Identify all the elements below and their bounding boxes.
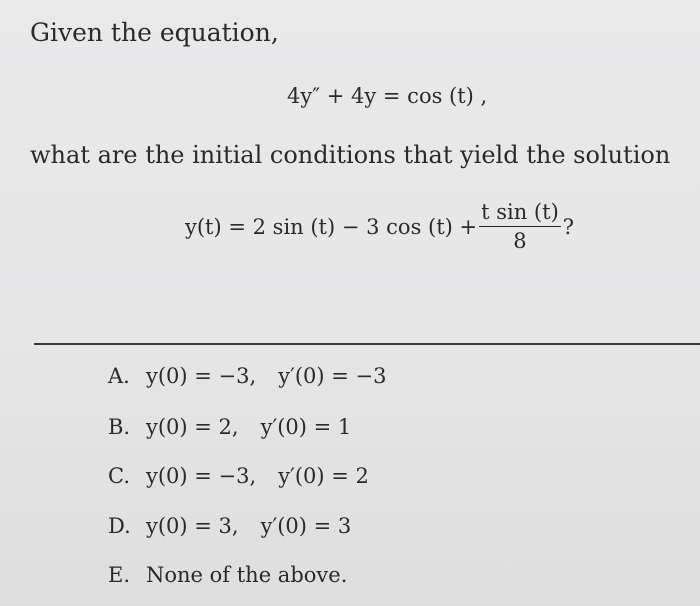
option-c[interactable] <box>108 464 369 488</box>
solution-question-mark: ? <box>562 214 575 239</box>
option-condition-yprime: y′(0) = −3 <box>278 364 387 388</box>
option-condition-y: y(0) = 3, <box>146 514 239 538</box>
option-condition-yprime: y′(0) = 1 <box>260 415 352 439</box>
option-label: B. <box>108 415 131 439</box>
option-d[interactable] <box>108 514 351 538</box>
solution-expression <box>185 200 574 253</box>
option-condition-yprime: y′(0) = 2 <box>278 464 369 488</box>
option-condition-y: y(0) = −3, <box>146 464 257 488</box>
option-text: None of the above. <box>146 563 348 587</box>
solution-lhs: y(t) = 2 sin (t) − 3 cos (t) + <box>185 214 478 239</box>
divider-line <box>34 343 700 345</box>
option-label: D. <box>108 514 131 538</box>
option-condition-yprime: y′(0) = 3 <box>260 514 352 538</box>
option-e[interactable] <box>108 563 347 587</box>
option-a[interactable] <box>108 364 386 388</box>
solution-fraction <box>479 200 561 253</box>
problem-question: what are the initial conditions that yield the solution <box>30 141 671 169</box>
option-label: A. <box>108 364 130 388</box>
option-condition-y: y(0) = 2, <box>146 415 239 439</box>
fraction-denominator: 8 <box>513 229 527 253</box>
fraction-numerator: t sin (t) <box>479 200 561 227</box>
option-condition-y: y(0) = −3, <box>146 364 257 388</box>
differential-equation: 4y″ + 4y = cos (t) , <box>287 84 488 108</box>
problem-intro: Given the equation, <box>30 18 279 47</box>
option-b[interactable] <box>108 415 351 439</box>
option-label: C. <box>108 464 130 488</box>
option-label: E. <box>108 563 131 587</box>
